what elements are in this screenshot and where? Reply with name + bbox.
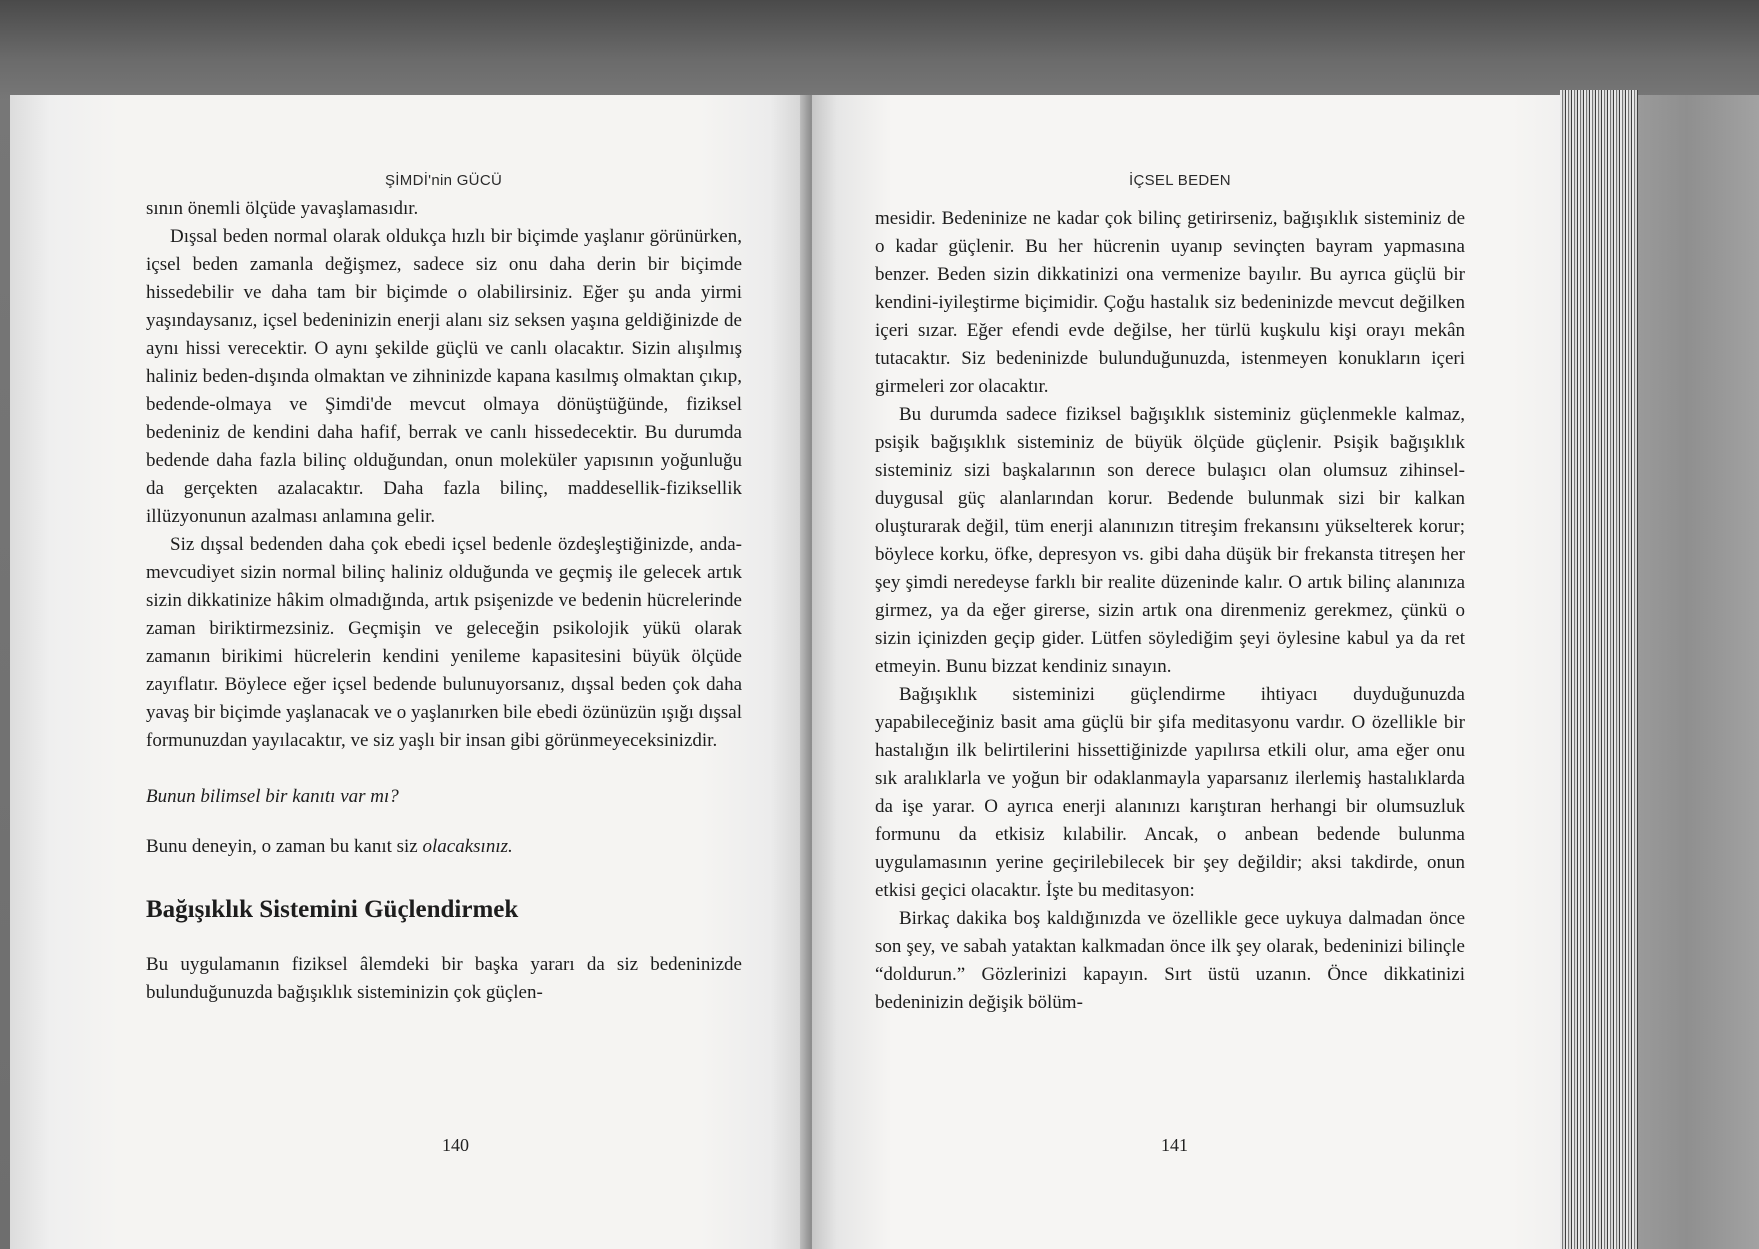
scanner-margin — [1638, 95, 1759, 1249]
right-page — [812, 95, 1592, 1249]
section-heading: Bağışıklık Sistemini Güçlendirmek — [146, 896, 519, 923]
page-number-left: 140 — [442, 1135, 469, 1155]
paragraph: Dışsal beden normal olarak oldukça hızlı bir biçimde yaşlanır görünürken, içsel beden zamanla değişmez, sadece siz onu daha derin bir biçimde hissedebilir ve daha tam bir biçimde o olabilirsiniz. Eğer şu anda yirmi yaşındaysanız, içsel bedeninizin enerji alanı siz seksen yaşına geldiğinizde de aynı hissi verecektir. O aynı şekilde güçlü ve canlı olacaktır. Sizin alışılmış haliniz beden-dışında olmaktan ve zihninizde kapana kasılmış olmaktan çıkıp, bedende-olmaya ve Şimdi'de mevcut olmaya dönüştüğünde, fiziksel bedeniniz de kendini daha hafif, berrak ve canlı hissedecektir. Bu durumda bedende daha fazla bilinç olduğundan, onun moleküler yapısının yoğunluğu da gerçekten azalacaktır. Daha fazla bilinç, maddesellik-fiziksellik illüzyonunun azalması anlamına gelir. — [146, 226, 742, 527]
running-head-left: ŞİMDİ'nin GÜCÜ — [385, 172, 503, 189]
running-head-right: İÇSEL BEDEN — [1129, 172, 1231, 189]
paragraph: mesidir. Bedeninize ne kadar çok bilinç getirirseniz, bağışıklık sisteminiz de o kadar güçlenir. Bu her hücrenin uyanıp sevinçten bayram yapmasına benzer. Beden sizin dikkatinizi ona vermenize bayılır. Bu ayrıca güçlü bir kendini-iyileştirme biçimidir. Çoğu hastalık siz bedeninizde mevcut değilken içeri sızar. Eğer efendi evde değilse, her türlü kuşkulu kişi orayı mekân tutacaktır. Siz bedeninizde bulunduğunuzda, istenmeyen konukların içeri girmeleri zor olacaktır. — [875, 208, 1465, 397]
paragraph: Birkaç dakika boş kaldığınızda ve özellikle gece uykuya dalmadan önce son şey, ve sabah yataktan kalkmadan önce ilk şey olarak, bedeninizi bilinçle “doldurun.” Gözlerinizi kapayın. Sırt üstü uzanın. Önce dikkatinizi bedeninizin değişik bölüm- — [875, 908, 1465, 1013]
answer — [146, 833, 742, 861]
paragraph: Bu uygulamanın fiziksel âlemdeki bir başka yararı da siz bedeninizde bulunduğunuzda bağışıklık sisteminizin çok güçlen- — [146, 954, 742, 1003]
page-edges — [1560, 90, 1638, 1249]
right-page-body — [875, 205, 1465, 1017]
paragraph: sının önemli ölçüde yavaşlamasıdır. — [146, 198, 419, 219]
page-number-right: 141 — [1161, 1135, 1188, 1155]
question: Bunun bilimsel bir kanıtı var mı? — [146, 786, 399, 807]
left-page-body — [146, 195, 742, 1007]
paragraph: Bağışıklık sisteminizi güçlendirme ihtiyacı duyduğunuzda yapabileceğiniz basit ama güçlü bir şifa meditasyonu vardır. O özellikle bir hastalığın ilk belirtilerini hissettiğinizde yapılırsa etkili olur, ama eğer onu sık aralıklarla ve yoğun bir odaklanmayla yaparsanız ilerlemiş hastalıklarda da işe yarar. O ayrıca enerji alanınızı karıştıran herhangi bir olumsuzluk formunu da etkisiz kılabilir. Ancak, o anbean bedende bulunma uygulamasının yerine geçirilebilecek bir şey değildir; aksi takdirde, onun etkisi geçici olacaktır. İşte bu meditasyon: — [875, 684, 1465, 901]
paragraph: Bu durumda sadece fiziksel bağışıklık sisteminiz güçlenmekle kalmaz, psişik bağışıklık sisteminiz de büyük ölçüde güçlenir. Psişik bağışıklık sisteminiz sizi başkalarının son derece bulaşıcı olan olumsuz zihinsel-duygusal güç alanlarından korur. Bedende bulunmak sizi bir kalkan oluşturarak değil, tüm enerji alanınızın titreşim frekansını yükselterek korur; böylece korku, öfke, depresyon vs. gibi daha düşük bir frekansta titreşen her şey şimdi neredeyse farklı bir realite düzeninde kalır. O artık bilinç alanınıza girmez, ya da eğer girerse, sizin artık ona direnmeniz gerekmez, çünkü o sizin içinizden geçip gider. Lütfen söylediğim şeyi öylesine kabul ya da ret etmeyin. Bunu bizzat kendiniz sınayın. — [875, 404, 1465, 677]
answer-text: Bunu deneyin, o zaman bu kanıt siz — [146, 836, 423, 857]
answer-emphasis: olacaksınız. — [422, 836, 513, 857]
left-page — [10, 95, 810, 1249]
paragraph: Siz dışsal bedenden daha çok ebedi içsel bedenle özdeşleştiğinizde, anda-mevcudiyet sizin normal bilinç haliniz olduğunda ve geçmiş ile gelecek artık sizin dikkatinize hâkim olmadığında, artık psişenizde ve bedenin hücrelerinde zaman biriktirmezsiniz. Geçmişin ve geleceğin psikolojik yükü olarak zamanın birikimi hücrelerin kendini yenileme kapasitesini büyük ölçüde zayıflatır. Böylece eğer içsel bedende bulunuyorsanız, dışsal beden çok daha yavaş bir biçimde yaşlanacak ve o yaşlanırken bile ebedi özünüzün ışığı dışsal formunuzdan yayılacaktır, ve siz yaşlı bir insan gibi görünmeyeceksinizdir. — [146, 534, 742, 751]
